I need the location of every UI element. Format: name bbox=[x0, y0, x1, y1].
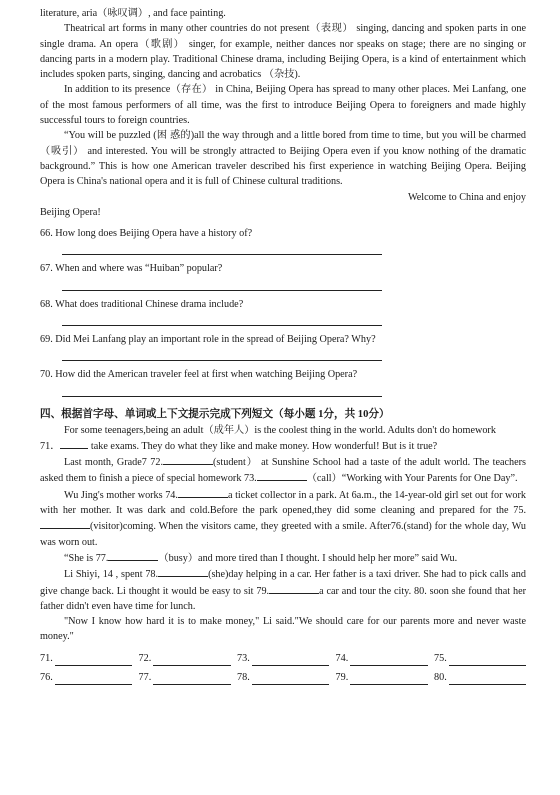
answer-cell-75[interactable]: 75. bbox=[434, 651, 526, 666]
blank-77[interactable] bbox=[108, 550, 158, 561]
answer-row-2 bbox=[40, 670, 526, 685]
cloze-paragraph-5: Li Shiyi, 14 , spent 78. (she)day helping in a car. Her father is a taxi driver. She had to pick calls and give change back. Li thought it would be easy to sit 79. a car and tour the city. 80. soon she found that her father didn't even have time for lunch. bbox=[40, 566, 526, 614]
cloze-sentence-2: 71． take exams. They do what they like and make money. How wonderful! But is it true? bbox=[40, 438, 526, 454]
answer-cell-80[interactable]: 80. bbox=[434, 670, 526, 685]
answer-line-69[interactable] bbox=[62, 349, 382, 361]
answer-line-67[interactable] bbox=[62, 279, 382, 291]
blank-78[interactable] bbox=[158, 566, 208, 577]
passage-line-1: literature, aria（咏叹调）, and face painting. bbox=[40, 8, 226, 19]
question-66 bbox=[40, 226, 526, 255]
question-text: When and where was “Huiban” popular? bbox=[55, 263, 223, 275]
answer-cell-79[interactable]: 79. bbox=[336, 670, 428, 685]
answer-grid bbox=[40, 651, 526, 686]
answer-row-1 bbox=[40, 651, 526, 666]
blank-number: 71． bbox=[40, 440, 61, 452]
cloze-paragraph-2: Last month, Grade7 72. (student） at Sunshine School had a taste of the adult world. The teachers asked them to finish a piece of special homework 73. （call）“Working with Your Parents for One Day”. bbox=[40, 454, 526, 487]
answer-cell-76[interactable]: 76. bbox=[40, 670, 132, 685]
answer-cell-72[interactable]: 72. bbox=[139, 651, 231, 666]
passage-paragraph-4-end: Beijing Opera! bbox=[40, 206, 101, 218]
answer-line-68[interactable] bbox=[62, 314, 382, 326]
question-number: 70. bbox=[40, 369, 53, 381]
passage-paragraph-4-right: Welcome to China and enjoy bbox=[407, 191, 526, 203]
question-text: Did Mei Lanfang play an important role in the spread of Beijing Opera? Why? bbox=[55, 334, 376, 346]
question-number: 67. bbox=[40, 263, 53, 275]
blank-79[interactable] bbox=[269, 583, 319, 594]
question-text: What does traditional Chinese drama include? bbox=[55, 298, 244, 310]
cloze-paragraph-4: “She is 77. （busy）and more tired than I thought. I should help her more” said Wu. bbox=[40, 550, 526, 566]
cloze-paragraph-6: "Now I know how hard it is to make money," Li said."We should care for our parents more and never waste money." bbox=[40, 616, 526, 643]
answer-cell-74[interactable]: 74. bbox=[336, 651, 428, 666]
blank-73[interactable] bbox=[257, 470, 307, 481]
answer-line-70[interactable] bbox=[62, 385, 382, 397]
blank-74[interactable] bbox=[178, 487, 228, 498]
question-70 bbox=[40, 367, 526, 396]
question-number: 66. bbox=[40, 228, 53, 240]
question-number: 69. bbox=[40, 334, 53, 346]
question-list bbox=[40, 226, 526, 396]
passage-paragraph-3: In addition to its presence（存在） in China, Beijing Opera has spread to many other places. Mei Lanfang, one of the most famous performers of all time, was the first to introduce Beijing Opera to foreigners and made highly successful tours to foreign countries. bbox=[40, 84, 526, 127]
question-text: How long does Beijing Opera have a history of? bbox=[55, 228, 253, 240]
question-number: 68. bbox=[40, 298, 53, 310]
blank-75[interactable] bbox=[40, 518, 90, 529]
answer-cell-71[interactable]: 71. bbox=[40, 651, 132, 666]
question-69 bbox=[40, 332, 526, 361]
question-67 bbox=[40, 261, 526, 290]
section-4-title: 四、根据首字母、单词或上下文提示完成下列短文（每小题 1分，共 10分） bbox=[40, 408, 390, 420]
cloze-sentence-1: For some teenagers,being an adult（成年人）is the coolest thing in the world. Adults don't do homework bbox=[64, 424, 496, 436]
answer-line-66[interactable] bbox=[62, 243, 382, 255]
blank-71[interactable] bbox=[60, 438, 88, 449]
cloze-paragraph-3: Wu Jing's mother works 74. a ticket collector in a park. At 6a.m., the 14-year-old girl set out for work with her mother. It was dark and cold.Before the park opened,they did some cleaning and prepared for the 75.(visitor)coming. When the visitors came, they greeted with a smile. After76.(stand) for the whole day, Wu was worn out. bbox=[40, 487, 526, 550]
question-text: How did the American traveler feel at first when watching Beijing Opera? bbox=[55, 369, 358, 381]
question-68 bbox=[40, 297, 526, 326]
blank-72[interactable] bbox=[163, 454, 213, 465]
passage-paragraph-4: “You will be puzzled (困 惑的)all the way through and a little bored from time to time, but you will be charmed（吸引） and interested. You will be strongly attracted to Beijing Opera even if you know nothing of the dramatic background.” This is how one American traveler described his first experience in watching Beijing Opera. Beijing Opera is China's national opera and it is full of Chinese cultural traditions. bbox=[40, 130, 526, 188]
answer-cell-73[interactable]: 73. bbox=[237, 651, 329, 666]
passage-paragraph-2: Theatrical art forms in many other countries do not present（表现） singing, dancing and spoken parts in one single drama. An opera（歌剧） singer, for example, neither dances nor speaks on stage; there are no singing or dancing parts in a modern play. Traditional Chinese drama, including Beijing Opera, is a kind of entertainment which includes spoken parts, singing, dancing and acrobatics （杂技). bbox=[40, 23, 526, 81]
answer-cell-77[interactable]: 77. bbox=[139, 670, 231, 685]
answer-cell-78[interactable]: 78. bbox=[237, 670, 329, 685]
